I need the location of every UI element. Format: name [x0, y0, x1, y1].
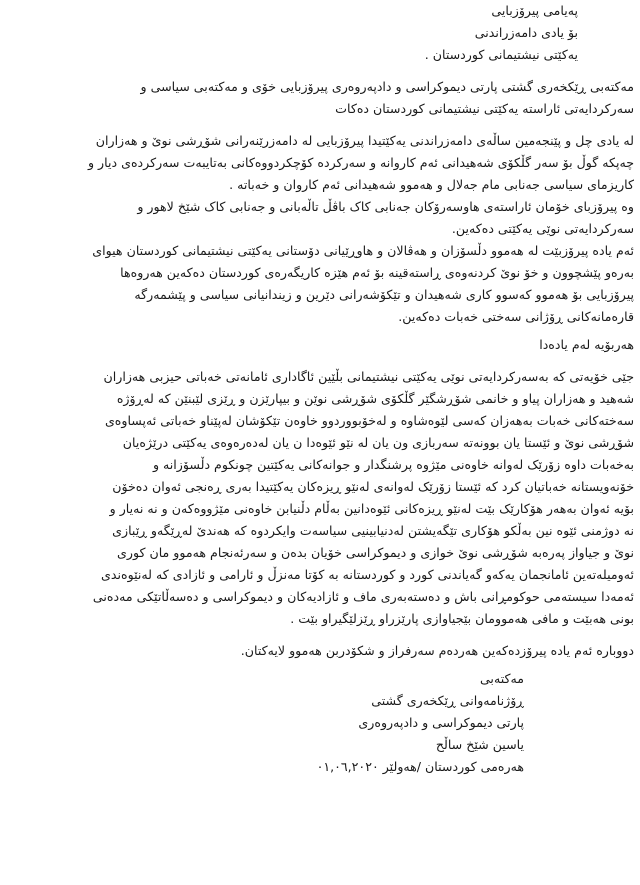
- text-line: مەکتەبی ڕێکخەری گشتی پارتی دیموکراسی و دادپەروەری پیرۆزبایی خۆی و مەکتەبی سیاسی و: [140, 79, 634, 94]
- text-line: خۆنەویستانە خەباتیان کرد کە ئێستا زۆرێک لەوانەی لەنێو ڕیزەکان یەکێتیدا بەری ڕەنجی ئەوان دەخۆن: [112, 479, 634, 494]
- text-line: چەپکە گوڵ بۆ سەر گڵکۆی شەهیدانی ئەم کاروانە و سەرکردە کۆچکردووەکانی بەتایبەت سەرکردەی دیار و: [87, 155, 634, 170]
- text-line: شەهید و هەزاران پیاو و خانمی شۆڕشگێر گڵکۆی شۆڕشی نوێن و بیپارێزن و ڕێزی لێبنێن کە لەڕۆژە: [116, 391, 634, 406]
- text-line: ئەمەدا سیستەمی حوکومڕانی باش و دەستەبەری ماف و ئازادیەکان و دیموکراسی و دەسەڵاتێکی مەدەنی: [92, 589, 634, 604]
- subheading: [4, 334, 634, 356]
- text-line: بونی هەبێت و مافی هەموومان بێجیاوازی پارێزراو ڕێزلێگیراو بێت .: [290, 611, 634, 626]
- paragraph-anniversary: [4, 130, 634, 240]
- text-line: سەرکردایەتی ئاراستە یەکێتی نیشتیمانی کوردستان دەکات: [335, 101, 634, 116]
- intro-paragraph: [4, 76, 634, 120]
- title-line: یەکێتی نیشتیمانی کوردستان .: [424, 47, 578, 62]
- title-line: بۆ یادی دامەزراندنی: [474, 25, 578, 40]
- paragraph-congratulations: [4, 240, 634, 328]
- text-line: جێی خۆیەتی کە بەسەرکردایەتی نوێی یەکێتی نیشتیمانی بڵێین ئاگاداری ئامانەتی خەباتی حیزبی هەزاران: [103, 369, 634, 384]
- text-line: بۆیە ئەوان بەهەر هۆکارێک بێت لەنێو ڕیزەکانی ئێوەدانین بەڵام دڵنیابن خاوەنی مێژووەکەن و نە نەیار و: [109, 501, 634, 516]
- subheading-text: هەربۆیە لەم یادەدا: [539, 337, 634, 352]
- text-line: نە دوژمنی ئێوە نین بەڵکو هۆکاری تێگەیشتن لەدنیابینیی سیاسەت وایکردوە کە هەندێ لەڕێگەو ڕێبازی: [112, 523, 634, 538]
- text-line: نوێ و جیاواز پەرەبە شۆڕشی نوێ خوازی و دیموکراسی خۆیان بدەن و سەرئەنجام هەموو مان کوری: [117, 545, 634, 560]
- text-line: وە پیرۆزبای خۆمان ئاراستەی هاوسەرۆکان جەنابی کاک باڤڵ تاڵەبانی و جەنابی کاک شێخ لاهور و: [137, 199, 634, 214]
- text-line: کاریزمای سیاسی جەنابی مام جەلال و هەموو شەهیدانی ئەم کاروان و خەباتە .: [229, 177, 634, 192]
- closing-line: دووبارە ئەم یادە پیرۆزدەکەین هەردەم سەرفراز و شکۆدربن هەموو لایەکتان.: [240, 643, 634, 658]
- signature-line: ڕۆژنامەوانی ڕێکخەری گشتی: [371, 693, 524, 708]
- signature-line: یاسین شێخ ساڵح: [435, 737, 524, 752]
- text-line: لە یادی چل و پێنجەمین ساڵەی دامەزراندنی یەکێتیدا پیرۆزبایی لە دامەزرێنەرانی شۆڕشی نوێ و هەزاران: [95, 133, 634, 148]
- paragraph-message: [4, 366, 634, 630]
- text-line: سەرکردایەتی نوێی یەکێتی دەکەین.: [451, 221, 634, 236]
- title-line: پەیامی پیرۆزبایی: [491, 3, 578, 18]
- signature-block: [4, 668, 634, 778]
- text-line: ئەم یادە پیرۆزبێت لە هەموو دڵسۆزان و هەڤالان و هاوڕێیانی دۆستانی یەکێتی نیشتیمانی کوردستان هیوای: [92, 243, 634, 258]
- text-line: پیرۆزبایی بۆ هەموو کەسوو کاری شەهیدان و تێکۆشەرانی دێرین و زیندانیانی سیاسی و پێشمەرگە: [134, 287, 634, 302]
- signature-date-location: هەرەمی کوردستان /هەولێر ٠١,٠٦,٢٠٢٠: [316, 759, 524, 774]
- signature-line: پارتی دیموکراسی و دادپەروەری: [358, 715, 524, 730]
- text-line: سەختەکانی خەبات بەهەزان کەسی لێوەشاوە و لەخۆبووردوو خاوەن تێکۆشان لەپێناو خەباتی ئەپساوەی: [104, 413, 634, 428]
- document-title: [4, 0, 634, 66]
- text-line: بەخەبات داوە زۆرێک لەوانە خاوەنی مێژوە پرشنگدار و جوانەکانی یەکێتین چونکوم دڵسۆزانە و: [152, 457, 634, 472]
- text-line: شۆڕشی نوێ و ئێستا یان بوونەتە سەربازی ون یان لە نێو ئێوەدا ن یان لەدەرەوەی یەکێتی درێژەیان: [122, 435, 634, 450]
- closing-paragraph: [4, 640, 634, 662]
- text-line: ئەومیلەتەین ئامانجمان یەکەو گەیاندنی کورد و کوردستانە بە کۆتا مەنزڵ و ئارامی و ئازادی کە لەنێوەندی: [101, 567, 634, 582]
- signature-line: مەکتەبی: [479, 671, 524, 686]
- text-line: بەرەو پێشچوون و خۆ نوێ کردنەوەی ڕاستەقینە بۆ ئەم هێزە کاریگەرەی کوردستان دەکەین هەروەها: [120, 265, 634, 280]
- text-line: قارەمانەکانی ڕۆژانی سەختی خەبات دەکەین.: [398, 309, 634, 324]
